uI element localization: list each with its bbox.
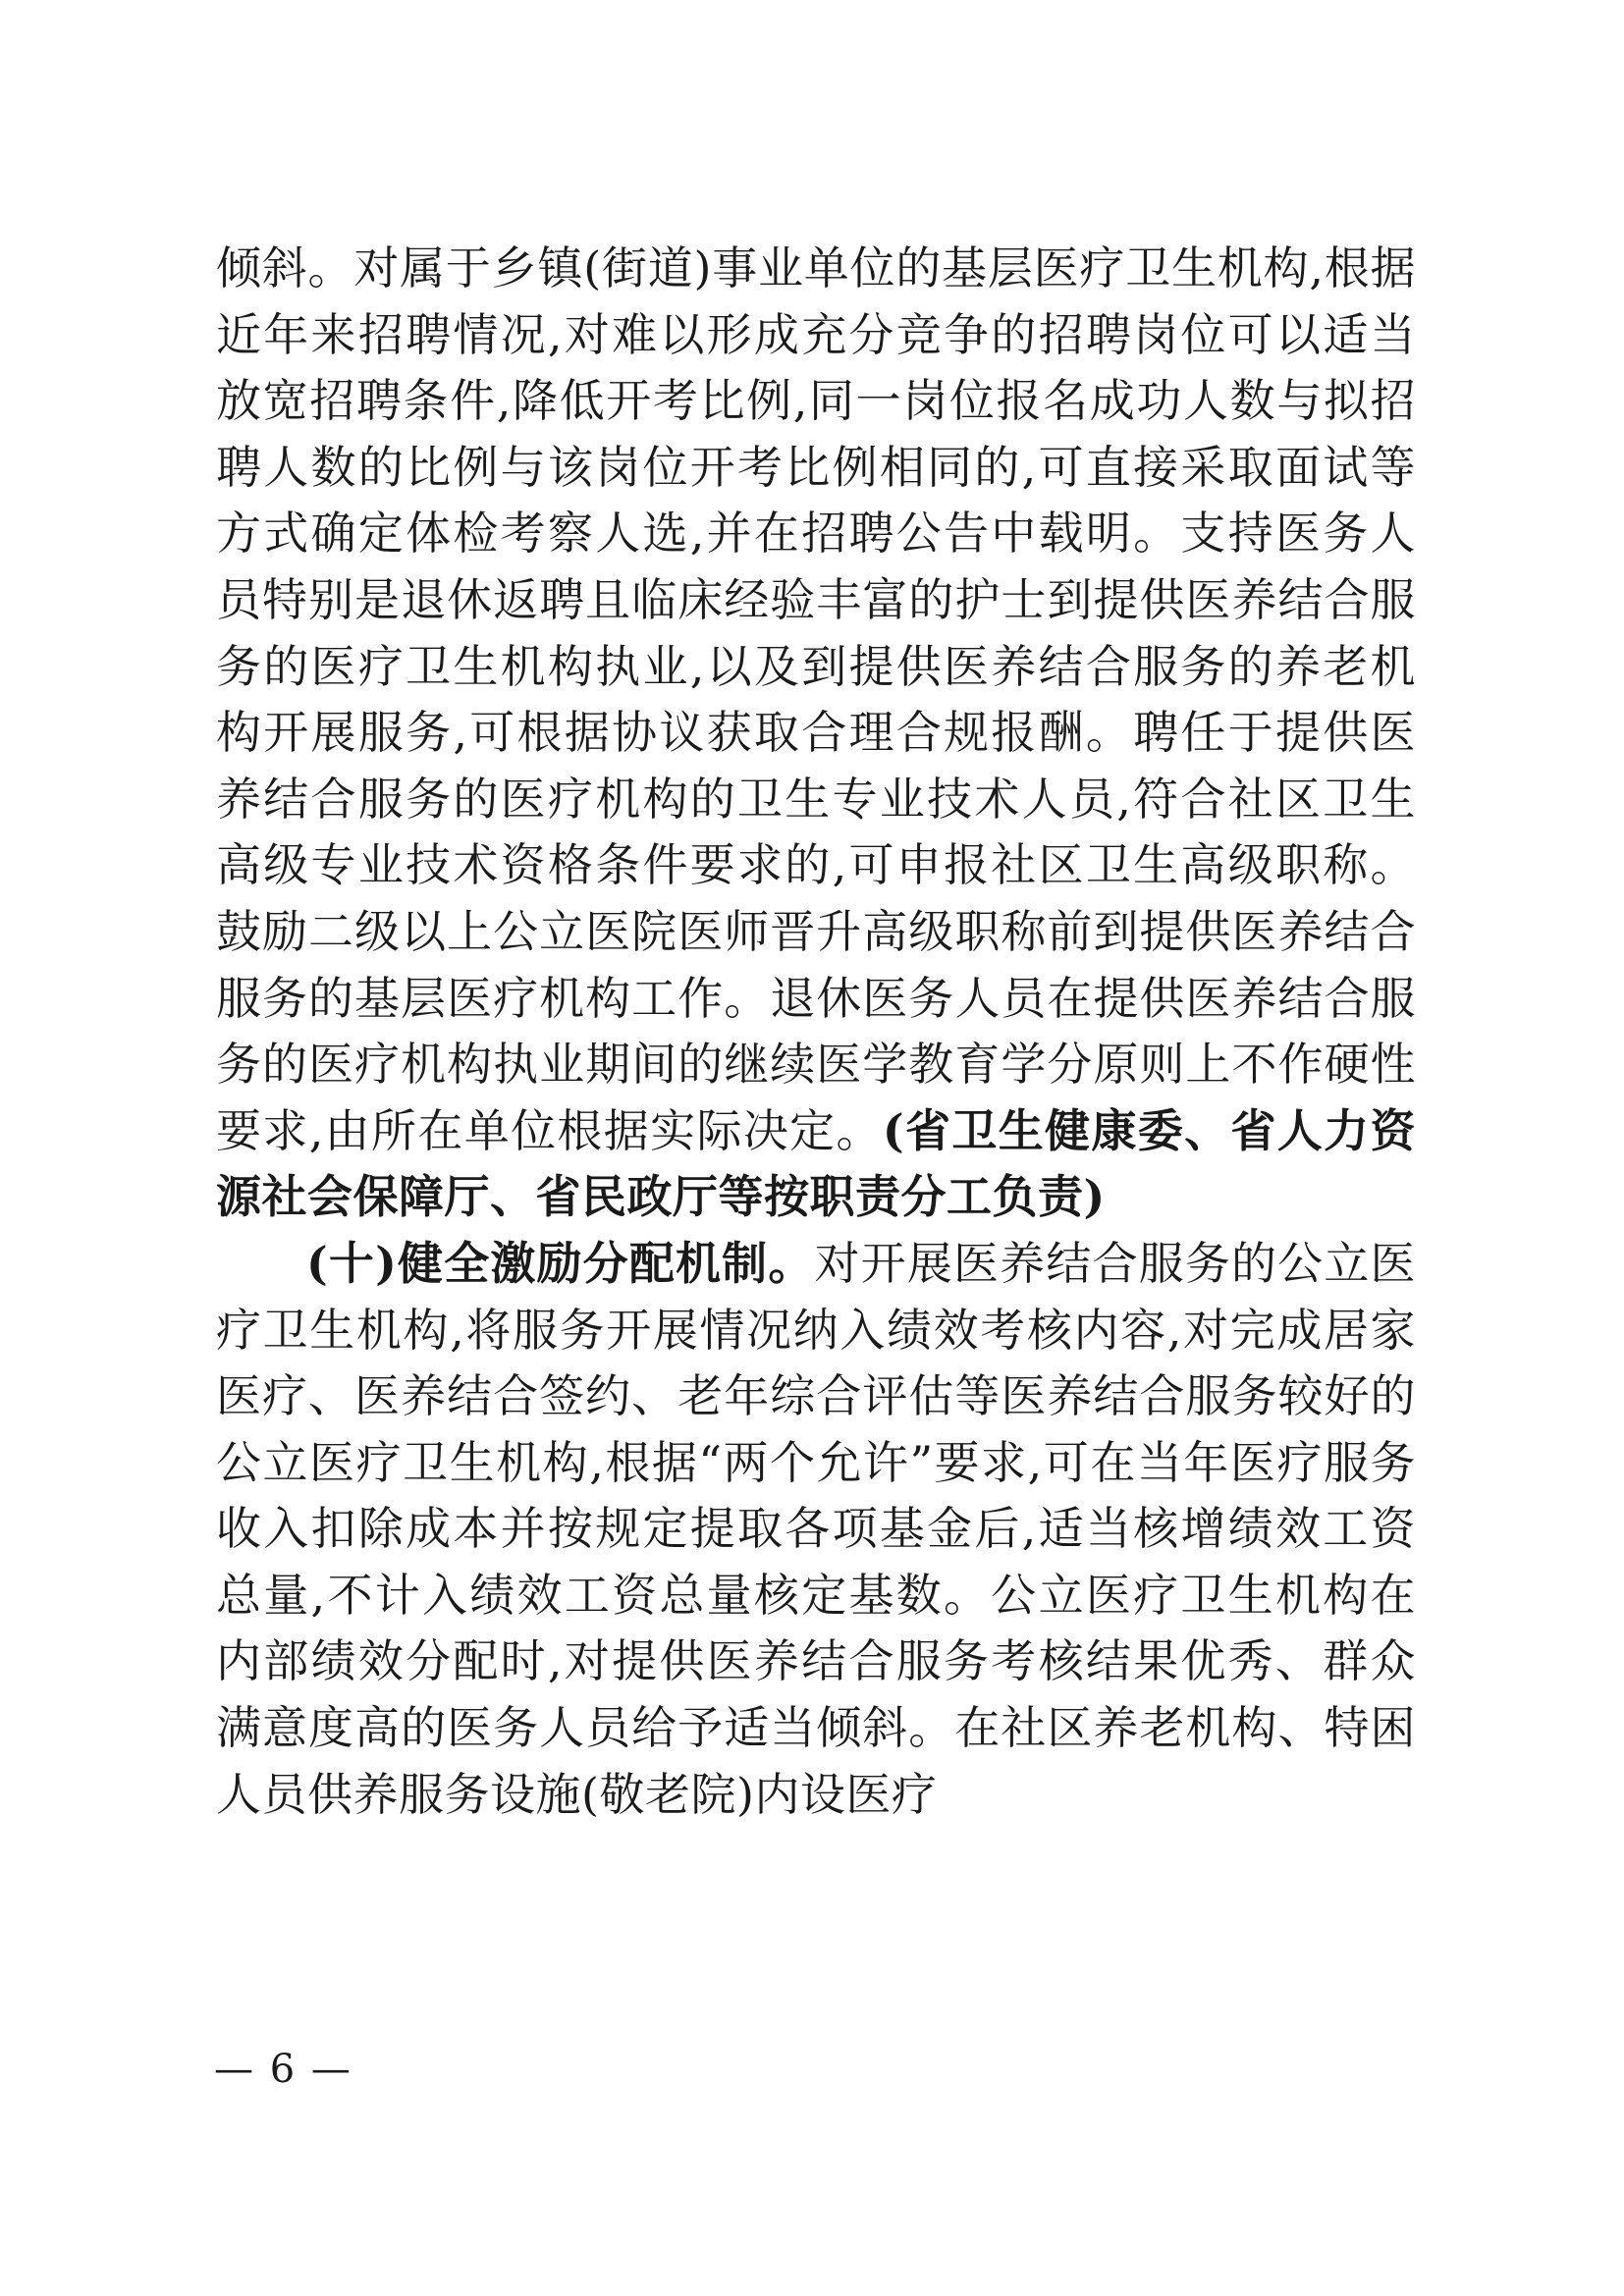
section-heading: (十)健全激励分配机制。 (306, 1236, 815, 1290)
paragraph-1-responsibility: (省卫生健康委、省人力资源社会保障厅、省民政厅等按职责分工负责) (216, 1103, 1417, 1224)
paragraph-2-text: 对开展医养结合服务的公立医疗卫生机构,将服务开展情况纳入绩效考核内容,对完成居家医疗、医养结合签约、老年综合评估等医养结合服务较好的公立医疗卫生机构,根据“两个允许”要求,可在当年医疗服务收入扣除成本并按规定提取各项基金后,适当核增绩效工资总量,不计入绩效工资总量核定基数。公立医疗卫生机构在内部绩效分配时,对提供医养结合服务考核结果优秀、群众满意度高的医务人员给予适当倾斜。在社区养老机构、特困人员供养服务设施(敬老院)内设医疗 (216, 1236, 1417, 1821)
paragraph-2 (216, 1231, 1416, 1828)
paragraph-1-text: 倾斜。对属于乡镇(街道)事业单位的基层医疗卫生机构,根据近年来招聘情况,对难以形成充分竞争的招聘岗位可以适当放宽招聘条件,降低开考比例,同一岗位报名成功人数与拟招聘人数的比例与该岗位开考比例相同的,可直接采取面试等方式确定体检考察人选,并在招聘公告中载明。支持医务人员特别是退休返聘且临床经验丰富的护士到提供医养结合服务的医疗卫生机构执业,以及到提供医养结合服务的养老机构开展服务,可根据协议获取合理合规报酬。聘任于提供医养结合服务的医疗机构的卫生专业技术人员,符合社区卫生高级专业技术资格条件要求的,可申报社区卫生高级职称。鼓励二级以上公立医院医师晋升高级职称前到提供医养结合服务的基层医疗机构工作。退休医务人员在提供医养结合服务的医疗机构执业期间的继续医学教育学分原则上不作硬性要求,由所在单位根据实际决定。 (216, 241, 1416, 1157)
paragraph-1 (216, 236, 1416, 1231)
page-number: — 6 — (214, 2047, 352, 2092)
document-body (216, 236, 1416, 1828)
